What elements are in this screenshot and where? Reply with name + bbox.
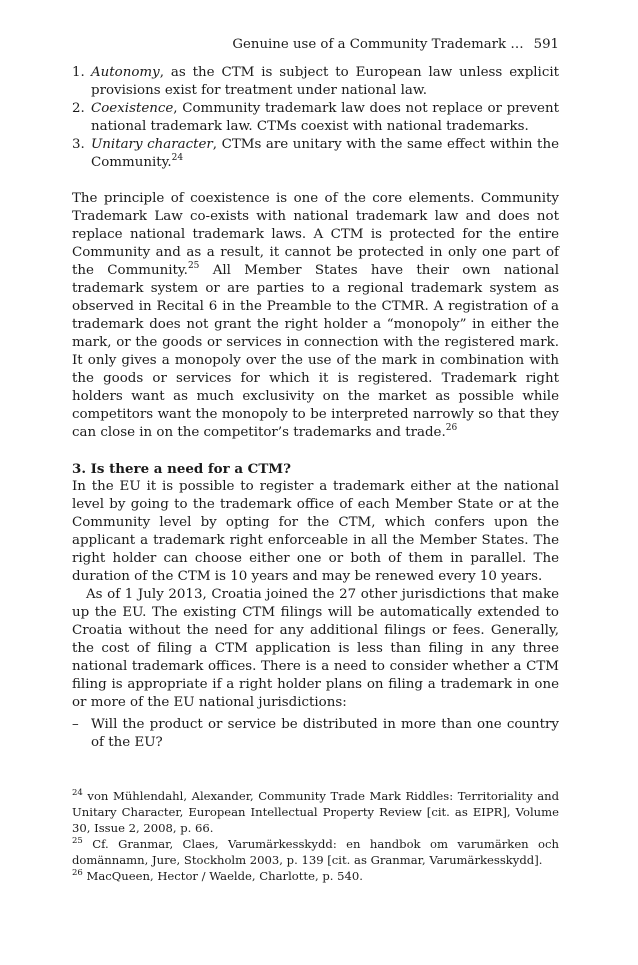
footnote-ref-24[interactable]: 24 (171, 153, 184, 163)
page-body (72, 36, 559, 752)
footnote-24 (72, 788, 559, 836)
item-term: Autonomy (91, 65, 160, 80)
footnote-number: 25 (72, 836, 83, 846)
principles-list (72, 64, 559, 172)
page-number: 591 (533, 37, 559, 52)
list-item (72, 136, 559, 172)
footnote-ref-25[interactable]: 25 (187, 261, 200, 271)
footnotes (72, 788, 559, 884)
footnote-text: Cf. Granmar, Claes, Varumärkesskydd: en handbok om varumärken och domännamn, Jure, Stockholm 2003, p. 139 [cit. as Granmar, Varumärkesskydd]. (72, 837, 559, 867)
footnote-number: 24 (72, 788, 83, 798)
footnote-text: MacQueen, Hector / Waelde, Charlotte, p. 540. (86, 869, 363, 883)
paragraph-text: The principle of coexistence is one of the core elements. Community Trademark Law co-exists with national trademark law and does not replace national trademark laws. A CTM is protected for the entire Community and as a result, it cannot be protected in only one part of the Community. (72, 191, 559, 278)
footnote-26 (72, 868, 559, 884)
paragraph-registration: In the EU it is possible to register a trademark either at the national level by going to the trademark office of each Member State or at the Community level by opting for the CTM, which confers upon the applicant a trademark right enforceable in all the Member States. The right holder can choose either one or both of them in parallel. The duration of the CTM is 10 years and may be renewed every 10 years. (72, 479, 559, 584)
footnote-25 (72, 836, 559, 868)
question-text: Will the product or service be distributed in more than one country of the EU? (91, 717, 559, 750)
paragraph-coexistence (72, 190, 559, 442)
item-number: 2. (72, 101, 85, 116)
paragraph-croatia: As of 1 July 2013, Croatia joined the 27 other jurisdictions that make up the EU. The existing CTM filings will be automatically extended to Croatia without the need for any additional filings or fees. Generally, the cost of filing a CTM application is less than filing in any three national trademark offices. There is a need to consider whether a CTM filing is appropriate if a right holder plans on filing a trademark in one or more of the EU national jurisdictions: (72, 587, 559, 710)
section-heading: 3. Is there a need for a CTM? (72, 461, 291, 477)
item-text: , as the CTM is subject to European law unless explicit provisions exist for treatment under national law. (91, 65, 559, 98)
item-number: 3. (72, 137, 85, 152)
paragraph-text: All Member States have their own national trademark system or are parties to a regional trademark system as observed in Recital 6 in the Preamble to the CTMR. A registration of a trademark does not grant the right holder a “monopoly” in either the mark, or the goods or services in connection with the registered mark. It only gives a monopoly over the use of the mark in combination with the goods or services for which it is registered. Trademark right holders want as much exclusivity on the market as possible while competitors want the monopoly to be interpreted narrowly so that they can close in on the competitor’s trademarks and trade. (72, 263, 560, 440)
item-text: , Community trademark law does not replace or prevent national trademark law. CTMs coexist with national trademarks. (91, 101, 559, 134)
item-term: Coexistence (91, 101, 174, 116)
questions-list (72, 716, 559, 752)
footnote-number: 26 (72, 868, 83, 878)
item-text: , CTMs are unitary with the same effect within the Community. (91, 137, 559, 170)
list-item (72, 716, 559, 752)
list-item (72, 64, 559, 100)
running-header (72, 36, 559, 54)
item-number: 1. (72, 65, 85, 80)
running-title: Genuine use of a Community Trademark … (232, 37, 524, 52)
dash-bullet: – (72, 717, 79, 732)
list-item (72, 100, 559, 136)
item-term: Unitary character (91, 137, 213, 152)
footnote-ref-26[interactable]: 26 (445, 423, 458, 433)
footnote-text: von Mühlendahl, Alexander, Community Trade Mark Riddles: Territoriality and Unitary Character, European Intellectual Property Review [cit. as EIPR], Volume 30, Issue 2, 2008, p. 66. (72, 789, 559, 835)
